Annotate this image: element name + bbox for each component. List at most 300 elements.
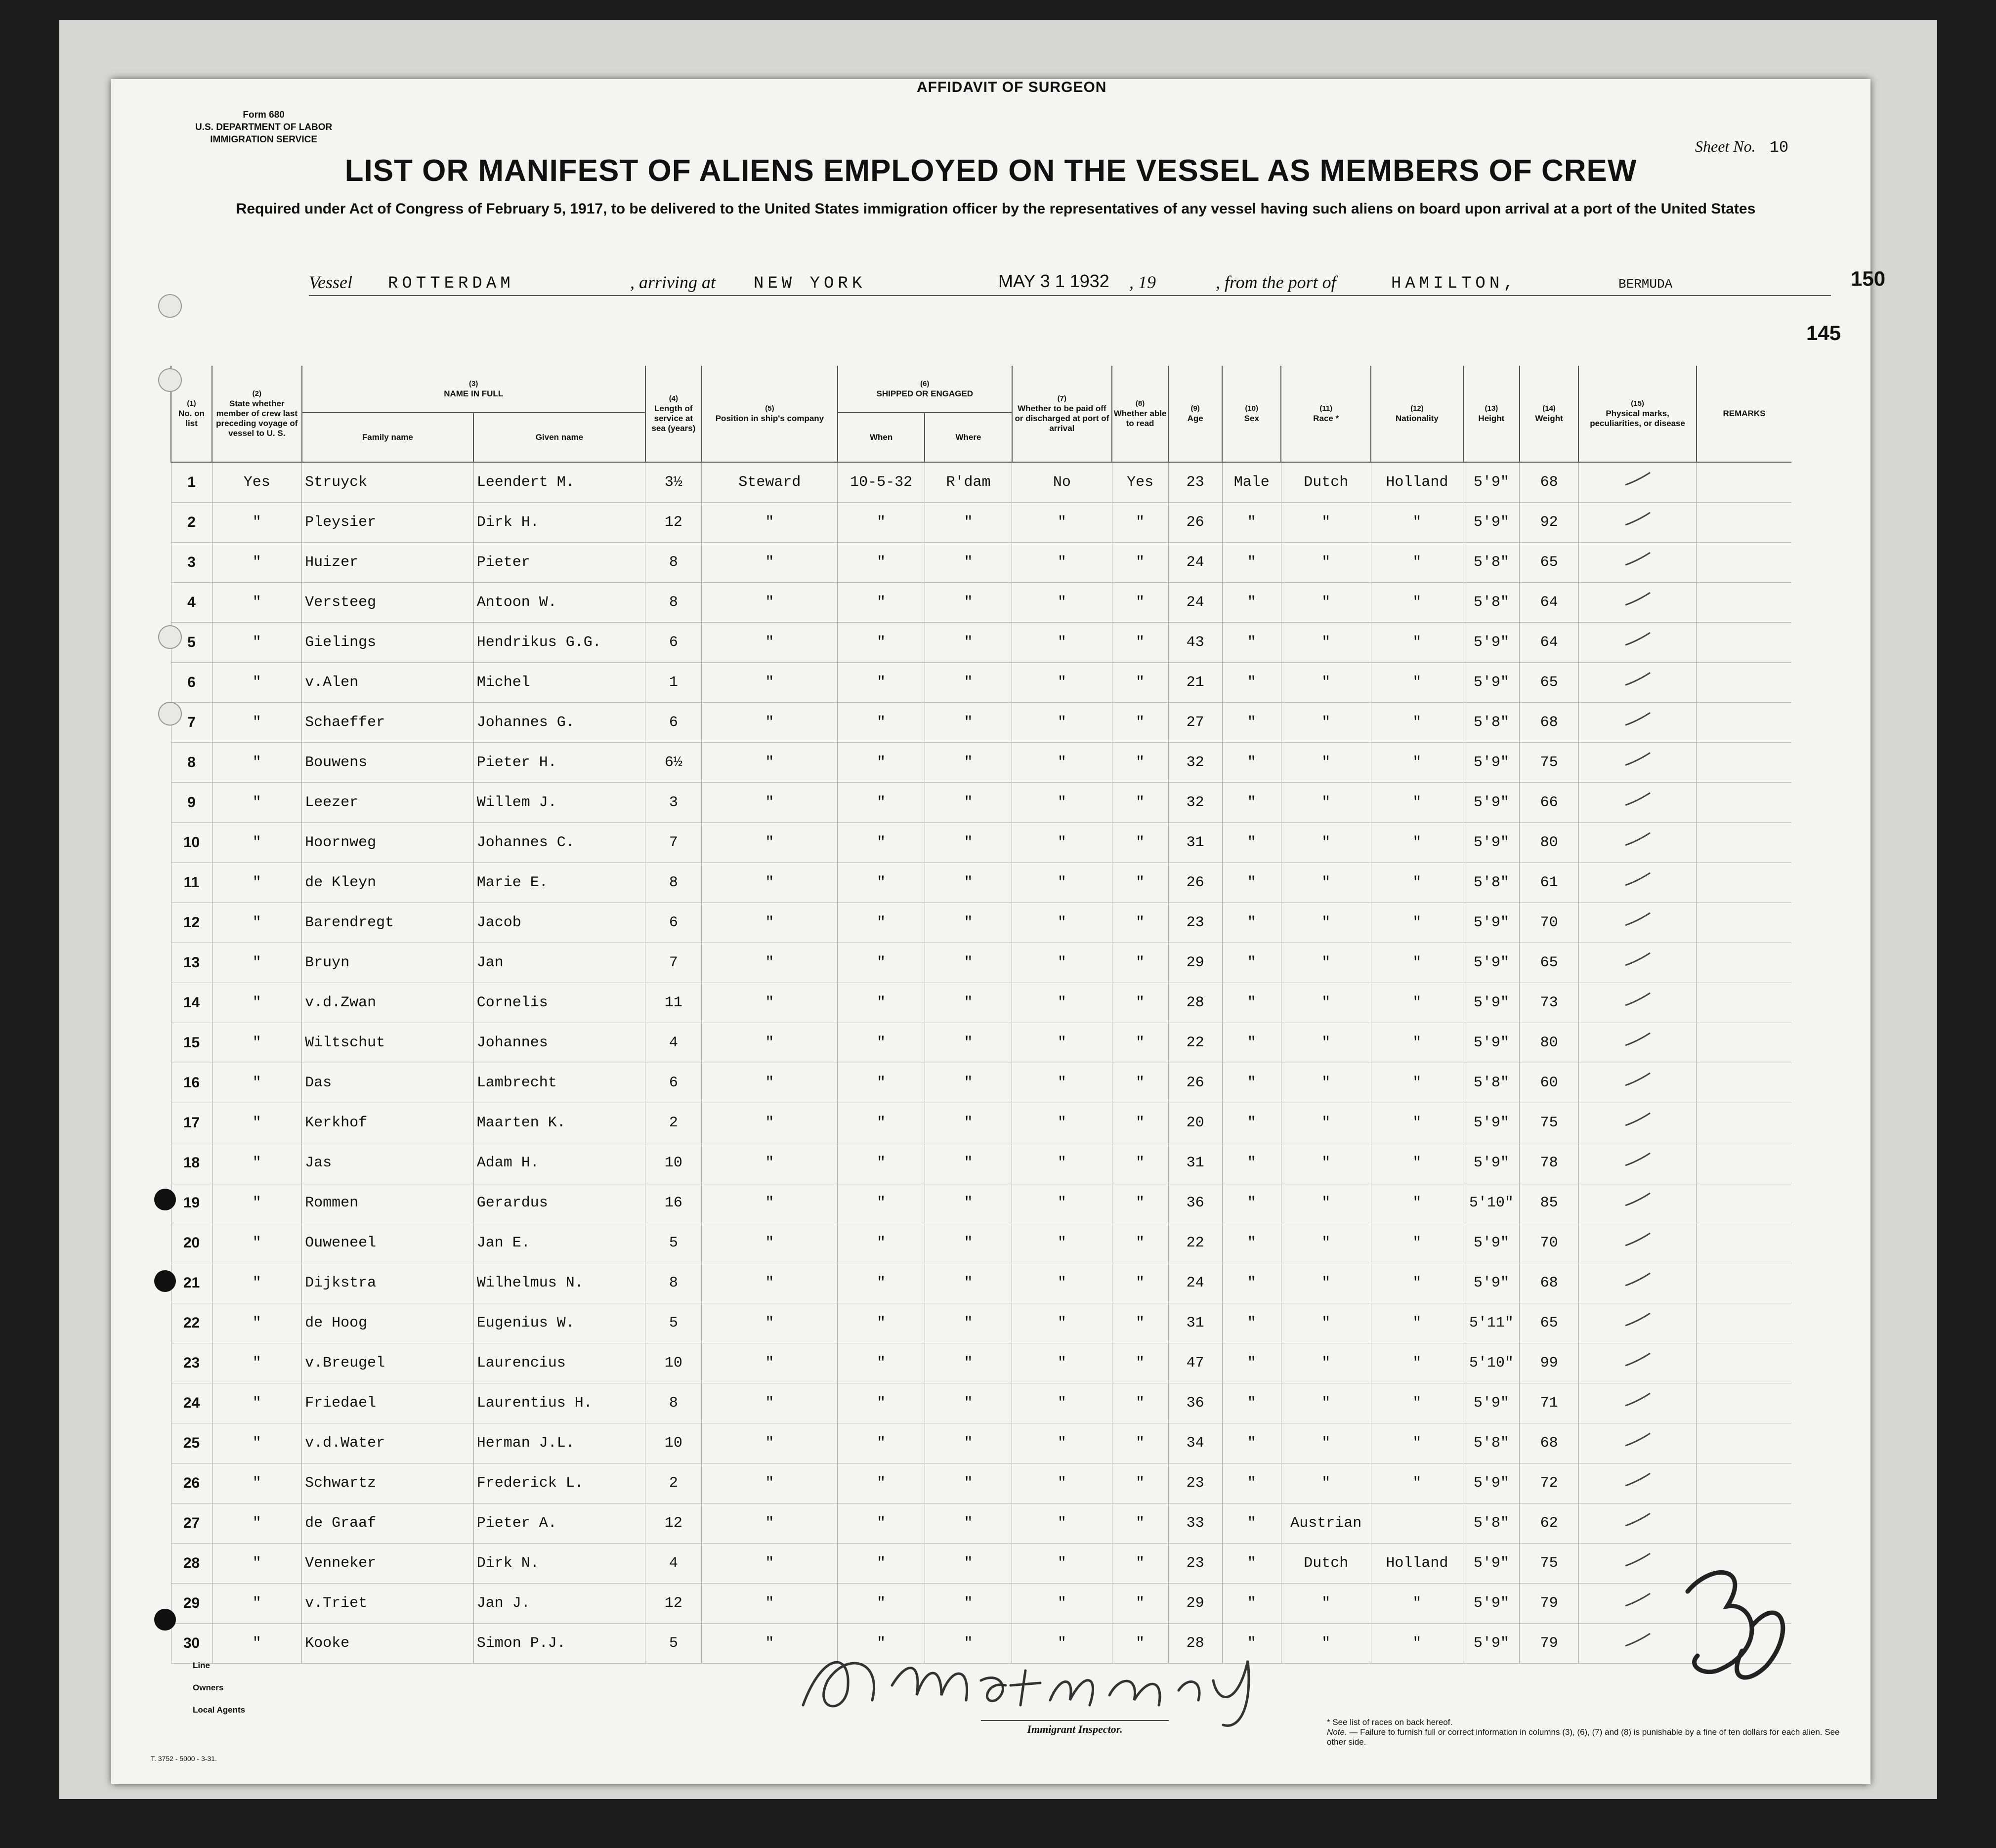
cell-family: Barendregt — [302, 903, 474, 943]
cell-family: de Kleyn — [302, 863, 474, 903]
cell-service: 5 — [645, 1624, 702, 1664]
cell-where: " — [925, 1423, 1012, 1463]
cell-sex: " — [1222, 1343, 1281, 1383]
cell-given: Eugenius W. — [473, 1303, 645, 1343]
cell-race: " — [1281, 1423, 1371, 1463]
cell-position: " — [702, 1183, 838, 1223]
cell-service: 6 — [645, 623, 702, 663]
cell-prev: " — [212, 943, 302, 983]
cell-when: " — [838, 1584, 925, 1624]
table-row — [171, 503, 1791, 543]
cell-paid: " — [1012, 1103, 1112, 1143]
cell-position: " — [702, 503, 838, 543]
cell-nationality: " — [1371, 1183, 1463, 1223]
cell-marks — [1578, 863, 1697, 903]
cell-marks — [1578, 1383, 1697, 1423]
sheet-value: 10 — [1769, 138, 1789, 157]
cell-marks — [1578, 623, 1697, 663]
cell-remarks — [1697, 783, 1791, 823]
cell-no: 19 — [171, 1183, 212, 1223]
cell-prev: " — [212, 1504, 302, 1544]
cell-service: 2 — [645, 1463, 702, 1504]
cell-remarks — [1697, 1504, 1791, 1544]
cell-no: 29 — [171, 1584, 212, 1624]
cell-remarks — [1697, 1423, 1791, 1463]
cell-given: Pieter H. — [473, 743, 645, 783]
col-family-name-header: Family name — [302, 413, 474, 462]
cell-remarks — [1697, 903, 1791, 943]
cell-marks — [1578, 903, 1697, 943]
binder-hole — [158, 702, 182, 726]
table-row — [171, 1103, 1791, 1143]
cell-sex: " — [1222, 1223, 1281, 1263]
cell-service: 16 — [645, 1183, 702, 1223]
from-label: , from the port of — [1216, 272, 1336, 292]
cell-race: " — [1281, 823, 1371, 863]
cell-weight: 64 — [1520, 623, 1578, 663]
cell-height: 5'10" — [1463, 1343, 1520, 1383]
cell-when: " — [838, 863, 925, 903]
cell-given: Johannes — [473, 1023, 645, 1063]
cell-weight: 61 — [1520, 863, 1578, 903]
cell-no: 2 — [171, 503, 212, 543]
cell-no: 14 — [171, 983, 212, 1023]
cell-prev: " — [212, 1463, 302, 1504]
cell-where: " — [925, 1263, 1012, 1303]
cell-service: 6 — [645, 1063, 702, 1103]
cell-race: " — [1281, 1463, 1371, 1504]
cell-race: " — [1281, 1103, 1371, 1143]
check-mark-icon — [1623, 550, 1653, 570]
cell-remarks — [1697, 1303, 1791, 1343]
cell-service: 1 — [645, 663, 702, 703]
cell-paid: " — [1012, 543, 1112, 583]
check-mark-icon — [1623, 1631, 1653, 1651]
cell-remarks — [1697, 503, 1791, 543]
cell-weight: 79 — [1520, 1584, 1578, 1624]
col-given-name-header: Given name — [473, 413, 645, 462]
cell-remarks — [1697, 1223, 1791, 1263]
cell-service: 5 — [645, 1223, 702, 1263]
cell-position: " — [702, 1023, 838, 1063]
cell-marks — [1578, 783, 1697, 823]
col-nationality-header: (12) Nationality — [1371, 366, 1463, 462]
cell-family: Pleysier — [302, 503, 474, 543]
cell-position: " — [702, 1263, 838, 1303]
cell-age: 29 — [1168, 1584, 1222, 1624]
cell-given: Adam H. — [473, 1143, 645, 1183]
table-row — [171, 663, 1791, 703]
cell-prev: " — [212, 823, 302, 863]
cell-prev: " — [212, 1423, 302, 1463]
cell-given: Dirk H. — [473, 503, 645, 543]
cell-remarks — [1697, 1183, 1791, 1223]
cell-age: 20 — [1168, 1103, 1222, 1143]
cell-service: 11 — [645, 983, 702, 1023]
cell-weight: 85 — [1520, 1183, 1578, 1223]
cell-when: " — [838, 1263, 925, 1303]
cell-race: " — [1281, 1063, 1371, 1103]
cell-paid: " — [1012, 503, 1112, 543]
cell-read: " — [1112, 943, 1168, 983]
cell-read: Yes — [1112, 462, 1168, 503]
manifest-page — [111, 79, 1886, 1784]
cell-when: " — [838, 1303, 925, 1343]
col-prev-voyage-header: (2) State whether member of crew last preceding voyage of vessel to U. S. — [212, 366, 302, 462]
cell-weight: 65 — [1520, 943, 1578, 983]
cell-paid: " — [1012, 1023, 1112, 1063]
cell-where: " — [925, 823, 1012, 863]
cell-paid: " — [1012, 1584, 1112, 1624]
cell-read: " — [1112, 1023, 1168, 1063]
cell-sex: " — [1222, 1423, 1281, 1463]
cell-remarks — [1697, 663, 1791, 703]
cell-marks — [1578, 663, 1697, 703]
cell-weight: 71 — [1520, 1383, 1578, 1423]
col-where-header: Where — [925, 413, 1012, 462]
cell-given: Cornelis — [473, 983, 645, 1023]
cell-when: " — [838, 743, 925, 783]
cell-sex: " — [1222, 1624, 1281, 1664]
cell-nationality: " — [1371, 703, 1463, 743]
cell-where: " — [925, 783, 1012, 823]
cell-position: " — [702, 1383, 838, 1423]
table-row — [171, 943, 1791, 983]
cell-paid: " — [1012, 1544, 1112, 1584]
cell-paid: No — [1012, 462, 1112, 503]
cell-given: Willem J. — [473, 783, 645, 823]
cell-when: 10-5-32 — [838, 462, 925, 503]
cell-where: " — [925, 1343, 1012, 1383]
cell-age: 23 — [1168, 1463, 1222, 1504]
cell-remarks — [1697, 543, 1791, 583]
cell-paid: " — [1012, 943, 1112, 983]
cell-sex: " — [1222, 943, 1281, 983]
cell-height: 5'9" — [1463, 1143, 1520, 1183]
cell-height: 5'9" — [1463, 743, 1520, 783]
cell-nationality: " — [1371, 1343, 1463, 1383]
cell-service: 12 — [645, 1584, 702, 1624]
cell-paid: " — [1012, 1223, 1112, 1263]
cell-age: 43 — [1168, 623, 1222, 663]
col-shipped-header: (6) SHIPPED OR ENGAGED — [838, 366, 1012, 413]
cell-read: " — [1112, 583, 1168, 623]
table-row — [171, 1183, 1791, 1223]
cell-where: " — [925, 1223, 1012, 1263]
cell-service: 12 — [645, 503, 702, 543]
cell-nationality: Holland — [1371, 462, 1463, 503]
cell-when: " — [838, 1183, 925, 1223]
check-mark-icon — [1623, 1551, 1653, 1571]
check-mark-icon — [1623, 1191, 1653, 1210]
check-mark-icon — [1623, 1351, 1653, 1371]
cell-nationality: " — [1371, 1423, 1463, 1463]
cell-age: 32 — [1168, 783, 1222, 823]
cell-nationality: " — [1371, 1143, 1463, 1183]
cell-prev: " — [212, 1183, 302, 1223]
col-name-header: (3) NAME IN FULL — [302, 366, 645, 413]
cell-read: " — [1112, 1063, 1168, 1103]
cell-sex: " — [1222, 663, 1281, 703]
cell-race: " — [1281, 1343, 1371, 1383]
cell-family: Struyck — [302, 462, 474, 503]
cell-height: 5'9" — [1463, 943, 1520, 983]
cell-position: " — [702, 583, 838, 623]
cell-read: " — [1112, 1223, 1168, 1263]
cell-race: " — [1281, 1263, 1371, 1303]
cell-nationality: " — [1371, 983, 1463, 1023]
cell-race: " — [1281, 783, 1371, 823]
cell-age: 36 — [1168, 1183, 1222, 1223]
cell-nationality: " — [1371, 1063, 1463, 1103]
cell-no: 21 — [171, 1263, 212, 1303]
cell-weight: 68 — [1520, 703, 1578, 743]
cell-paid: " — [1012, 863, 1112, 903]
cell-age: 27 — [1168, 703, 1222, 743]
cell-no: 28 — [171, 1544, 212, 1584]
cell-height: 5'9" — [1463, 1624, 1520, 1664]
cell-race: " — [1281, 863, 1371, 903]
cell-given: Lambrecht — [473, 1063, 645, 1103]
cell-when: " — [838, 503, 925, 543]
cell-marks — [1578, 823, 1697, 863]
cell-marks — [1578, 1063, 1697, 1103]
cell-height: 5'8" — [1463, 583, 1520, 623]
table-row — [171, 1544, 1791, 1584]
cell-marks — [1578, 503, 1697, 543]
cell-weight: 62 — [1520, 1504, 1578, 1544]
col-age-header: (9) Age — [1168, 366, 1222, 462]
cell-sex: " — [1222, 1063, 1281, 1103]
cell-sex: " — [1222, 1544, 1281, 1584]
cell-prev: " — [212, 503, 302, 543]
cell-age: 33 — [1168, 1504, 1222, 1544]
check-mark-icon — [1623, 1391, 1653, 1411]
cell-no: 26 — [171, 1463, 212, 1504]
cell-race: Dutch — [1281, 1544, 1371, 1584]
year-label: , 19 — [1129, 272, 1156, 292]
cell-given: Marie E. — [473, 863, 645, 903]
cell-given: Antoon W. — [473, 583, 645, 623]
cell-weight: 72 — [1520, 1463, 1578, 1504]
cell-paid: " — [1012, 903, 1112, 943]
cell-height: 5'9" — [1463, 1223, 1520, 1263]
cell-race: " — [1281, 623, 1371, 663]
cell-where: " — [925, 1303, 1012, 1343]
cell-height: 5'8" — [1463, 543, 1520, 583]
cell-when: " — [838, 543, 925, 583]
cell-where: " — [925, 663, 1012, 703]
department: U.S. DEPARTMENT OF LABOR — [195, 122, 333, 132]
cell-family: Hoornweg — [302, 823, 474, 863]
check-mark-icon — [1623, 1431, 1653, 1451]
cell-prev: " — [212, 1584, 302, 1624]
vessel-label: Vessel — [309, 272, 352, 292]
cell-paid: " — [1012, 1463, 1112, 1504]
cell-height: 5'9" — [1463, 462, 1520, 503]
cell-weight: 80 — [1520, 1023, 1578, 1063]
cell-sex: " — [1222, 1584, 1281, 1624]
vessel-rule — [309, 295, 1831, 296]
cell-family: Bruyn — [302, 943, 474, 983]
table-row — [171, 743, 1791, 783]
cell-remarks — [1697, 1343, 1791, 1383]
cell-sex: " — [1222, 1023, 1281, 1063]
cell-marks — [1578, 983, 1697, 1023]
form-info — [195, 109, 332, 146]
table-row — [171, 1063, 1791, 1103]
cell-nationality: " — [1371, 623, 1463, 663]
cell-given: Pieter — [473, 543, 645, 583]
cell-position: " — [702, 783, 838, 823]
cell-no: 9 — [171, 783, 212, 823]
cell-weight: 70 — [1520, 1223, 1578, 1263]
cell-given: Gerardus — [473, 1183, 645, 1223]
cell-age: 24 — [1168, 1263, 1222, 1303]
cell-sex: " — [1222, 1504, 1281, 1544]
col-position-header: (5) Position in ship's company — [702, 366, 838, 462]
cell-position: " — [702, 1303, 838, 1343]
cell-remarks — [1697, 1103, 1791, 1143]
cell-age: 24 — [1168, 583, 1222, 623]
cell-nationality: " — [1371, 1023, 1463, 1063]
cell-sex: " — [1222, 1463, 1281, 1504]
cell-weight: 80 — [1520, 823, 1578, 863]
col-marks-header: (15) Physical marks, peculiarities, or disease — [1578, 366, 1697, 462]
cell-height: 5'9" — [1463, 1584, 1520, 1624]
cell-sex: " — [1222, 863, 1281, 903]
cell-service: 10 — [645, 1143, 702, 1183]
cell-prev: " — [212, 1343, 302, 1383]
cell-given: Johannes G. — [473, 703, 645, 743]
cell-given: Hendrikus G.G. — [473, 623, 645, 663]
cell-nationality: " — [1371, 1303, 1463, 1343]
cell-given: Laurentius H. — [473, 1383, 645, 1423]
cell-no: 27 — [171, 1504, 212, 1544]
check-mark-icon — [1623, 750, 1653, 770]
cell-read: " — [1112, 1343, 1168, 1383]
cell-remarks — [1697, 623, 1791, 663]
footnote — [1327, 1718, 1841, 1747]
cell-no: 13 — [171, 943, 212, 983]
cell-where: " — [925, 1383, 1012, 1423]
table-row — [171, 543, 1791, 583]
cell-remarks — [1697, 583, 1791, 623]
cell-race: " — [1281, 663, 1371, 703]
cell-position: " — [702, 823, 838, 863]
check-mark-icon — [1623, 1111, 1653, 1130]
cell-marks — [1578, 1143, 1697, 1183]
cell-paid: " — [1012, 1504, 1112, 1544]
cell-service: 8 — [645, 543, 702, 583]
cell-family: de Hoog — [302, 1303, 474, 1343]
cell-position: " — [702, 1504, 838, 1544]
cell-race: " — [1281, 1223, 1371, 1263]
cell-service: 4 — [645, 1544, 702, 1584]
cell-when: " — [838, 1343, 925, 1383]
cell-weight: 68 — [1520, 1263, 1578, 1303]
check-mark-icon — [1623, 870, 1653, 890]
cell-position: " — [702, 1463, 838, 1504]
cell-remarks — [1697, 1143, 1791, 1183]
cell-paid: " — [1012, 623, 1112, 663]
cell-race: " — [1281, 583, 1371, 623]
cell-sex: " — [1222, 583, 1281, 623]
cell-prev: " — [212, 1143, 302, 1183]
cell-given: Dirk N. — [473, 1544, 645, 1584]
check-mark-icon — [1623, 790, 1653, 810]
cell-height: 5'11" — [1463, 1303, 1520, 1343]
cell-sex: " — [1222, 543, 1281, 583]
cell-when: " — [838, 903, 925, 943]
cell-prev: " — [212, 1263, 302, 1303]
cell-remarks — [1697, 462, 1791, 503]
cell-race: " — [1281, 503, 1371, 543]
cell-sex: " — [1222, 1103, 1281, 1143]
cell-where: " — [925, 703, 1012, 743]
cell-nationality: " — [1371, 823, 1463, 863]
cell-given: Simon P.J. — [473, 1624, 645, 1664]
cell-height: 5'8" — [1463, 1063, 1520, 1103]
cell-prev: " — [212, 783, 302, 823]
cell-prev: " — [212, 543, 302, 583]
cell-age: 32 — [1168, 743, 1222, 783]
cell-when: " — [838, 583, 925, 623]
cell-family: Gielings — [302, 623, 474, 663]
cell-no: 15 — [171, 1023, 212, 1063]
cell-age: 22 — [1168, 1023, 1222, 1063]
crew-table — [170, 366, 1791, 1664]
cell-when: " — [838, 1504, 925, 1544]
cell-position: " — [702, 1584, 838, 1624]
cell-service: 8 — [645, 863, 702, 903]
cell-sex: " — [1222, 1303, 1281, 1343]
cell-no: 10 — [171, 823, 212, 863]
cell-position: " — [702, 903, 838, 943]
cell-marks — [1578, 1423, 1697, 1463]
cell-read: " — [1112, 1504, 1168, 1544]
cell-family: Rommen — [302, 1183, 474, 1223]
cell-race: " — [1281, 1584, 1371, 1624]
arriving-label: , arriving at — [630, 272, 716, 292]
cell-where: " — [925, 1143, 1012, 1183]
page-title: LIST OR MANIFEST OF ALIENS EMPLOYED ON THE VESSEL AS MEMBERS OF CREW — [344, 154, 1637, 188]
sheet-label: Sheet No. — [1695, 137, 1756, 155]
cell-sex: " — [1222, 983, 1281, 1023]
table-row — [171, 863, 1791, 903]
cell-weight: 64 — [1520, 583, 1578, 623]
cell-no: 6 — [171, 663, 212, 703]
cell-marks — [1578, 1343, 1697, 1383]
cell-where: " — [925, 1504, 1012, 1544]
cell-service: 8 — [645, 1263, 702, 1303]
table-row — [171, 1303, 1791, 1343]
cell-race: " — [1281, 1183, 1371, 1223]
col-remarks-header: REMARKS — [1697, 366, 1791, 462]
cell-read: " — [1112, 703, 1168, 743]
table-row — [171, 1143, 1791, 1183]
cell-family: Versteeg — [302, 583, 474, 623]
table-row — [171, 1383, 1791, 1423]
cell-race: " — [1281, 983, 1371, 1023]
cell-marks — [1578, 1103, 1697, 1143]
cell-no: 25 — [171, 1423, 212, 1463]
cell-no: 30 — [171, 1624, 212, 1664]
cell-position: " — [702, 1544, 838, 1584]
cell-age: 28 — [1168, 1624, 1222, 1664]
cell-weight: 70 — [1520, 903, 1578, 943]
footnote-star: * See list of races on back hereof. — [1327, 1718, 1453, 1727]
